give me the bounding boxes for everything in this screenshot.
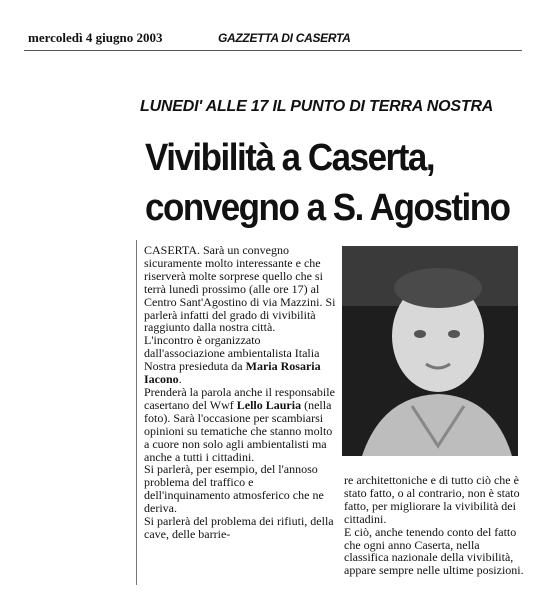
paragraph-1-text: Sarà un convegno sicuramente molto interessante e che riserverà molte sorprese quello che si terrà lunedì prossimo (alle ore 17) al Centro Sant'Agostino di via Mazzini. Si parlerà infatti del grado di vivibilità raggiunto dalla nostra città. xyxy=(144,243,336,335)
paragraph-7: E ciò, anche tenendo conto del fatto che ogni anno Caserta, nella classifica nazionale della vivibilità, appare sempre nelle ultime posizioni. xyxy=(344,524,524,578)
newspaper-name: GAZZETTA DI CASERTA xyxy=(218,31,351,45)
paragraph-4: Si parlerà, per esempio, del l'annoso problema del traffico e dell'inquinamento atmosferico che ne deriva. xyxy=(144,462,324,516)
paragraph-3-text: Prenderà la parola anche il responsabile casertano del Wwf xyxy=(144,384,335,412)
person-name-lauria: Lello Lauria xyxy=(236,397,302,412)
header-rule xyxy=(24,50,522,51)
paragraph-5: Si parlerà del problema dei rifiuti, della cave, delle barrie- xyxy=(144,514,334,541)
paragraph-2-text: L'incontro è organizzato dall'associazione ambientalista Italia Nostra presieduta da xyxy=(144,333,320,374)
issue-date: mercoledì 4 giugno 2003 xyxy=(28,30,163,45)
article-column-2 xyxy=(344,474,526,577)
portrait-photo xyxy=(342,246,518,456)
paragraph-3 xyxy=(144,386,336,463)
column-rule xyxy=(136,240,137,585)
article-column-1 xyxy=(144,244,336,541)
portrait-photo-image xyxy=(342,246,518,456)
headline-line-1: Vivibilità a Caserta, xyxy=(145,137,435,179)
paragraph-2 xyxy=(144,334,336,386)
headline-line-2: convegno a S. Agostino xyxy=(145,187,510,229)
paragraph-2-end: . xyxy=(178,372,182,387)
person-name-iacono: Maria Rosaria Iacono xyxy=(144,359,321,387)
paragraph-6: re architettoniche e di tutto ciò che è stato fatto, o al contrario, non è stato fatto, per migliorare la vivibilità dei cittadini. xyxy=(344,473,520,526)
paragraph-1 xyxy=(144,244,336,334)
paragraph-3-end: (nella foto). Sarà l'occasione per scambiarsi opinioni su tematiche che stanno molto a cuore non solo agli ambientalisti ma anche a tutti i cittadini. xyxy=(144,397,333,464)
article-kicker: LUNEDI' ALLE 17 IL PUNTO DI TERRA NOSTRA xyxy=(140,98,494,115)
dateline: CASERTA. xyxy=(144,243,200,257)
